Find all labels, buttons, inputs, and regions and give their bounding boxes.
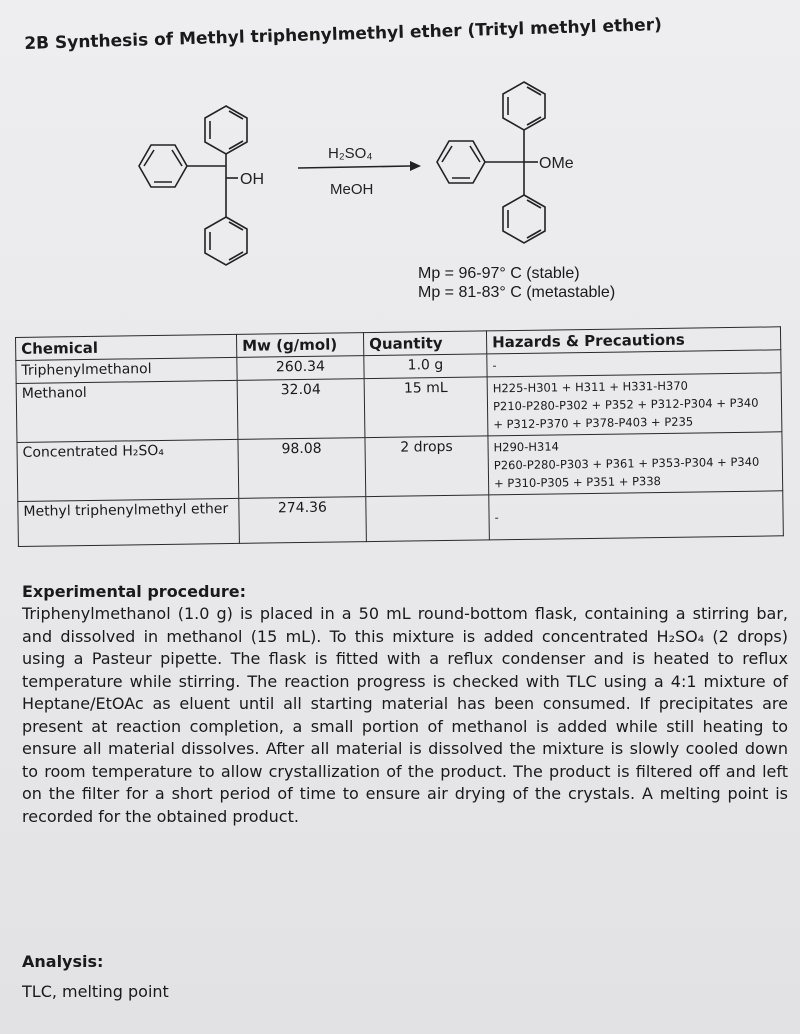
table-row [16, 373, 782, 443]
cell-chemical: Concentrated H₂SO₄ [17, 439, 239, 501]
reaction-scheme [0, 70, 800, 270]
cell-chemical: Methanol [16, 380, 238, 442]
cell-quantity: 15 mL [364, 377, 488, 438]
cell-chemical: Triphenylmethanol [16, 357, 237, 383]
header-hazards: Hazards & Precautions [486, 327, 780, 354]
cell-chemical: Methyl triphenylmethyl ether [18, 498, 240, 546]
product-group: OMe [539, 155, 574, 172]
analysis-heading: Analysis: [22, 952, 104, 971]
cell-hazards [487, 373, 782, 436]
reagent-top: H₂SO₄ [328, 145, 373, 162]
cell-hazards [489, 491, 784, 540]
analysis-text: TLC, melting point [22, 982, 169, 1001]
hazard-line: P260-P280-P303 + P361 + P353-P304 + P340 [493, 454, 760, 473]
cell-quantity: 2 drops [365, 436, 489, 497]
table-row [18, 491, 784, 547]
page-title: 2B Synthesis of Methyl triphenylmethyl ether (Trityl methyl ether) [24, 15, 663, 54]
table-row [17, 432, 783, 502]
experimental-text: Triphenylmethanol (1.0 g) is placed in a 50 mL round-bottom flask, containing a stirring bar, and dissolved in methanol (15 mL). To this mixture is added concentrated H₂SO₄ (2 drops) using a Pasteur pipette. The flask is fitted with a reflux condenser and is heated to reflux temperature while stirring. The reaction progress is checked with TLC using a 4:1 mixture of Heptane/EtOAc as eluent until all starting material has been consumed. If precipitates are present at reaction completion, a small portion of methanol is added while still heating to ensure all material dissolves. After all material is dissolved the mixture is slowly cooled down to room temperature to allow crystallization of the product. The product is filtered off and left on the filter for a short period of time to ensure air drying of the crystals. A melting point is recorded for the obtained product. [22, 604, 788, 826]
hazard-line: H225-H301 + H311 + H331-H370 [492, 378, 689, 396]
cell-hazards [488, 432, 783, 495]
cell-mw: 98.08 [238, 438, 366, 499]
header-chemical: Chemical [16, 334, 237, 360]
hazard-line: + P312-P370 + P378-P403 + P235 [493, 414, 694, 432]
melting-point-stable: Mp = 96-97° C (stable) [418, 265, 580, 282]
header-quantity: Quantity [363, 331, 486, 356]
hazard-line: P210-P280-P302 + P352 + P312-P304 + P340 [492, 395, 759, 414]
hazard-line: + P310-P305 + P351 + P338 [493, 473, 662, 491]
cell-mw: 32.04 [237, 379, 365, 440]
product-structure [437, 82, 545, 243]
reactant-group: OH [240, 171, 264, 188]
hazard-line: - [492, 358, 497, 373]
experimental-heading: Experimental procedure: [22, 582, 246, 601]
melting-point-metastable: Mp = 81-83° C (metastable) [418, 284, 616, 301]
cell-mw: 260.34 [237, 356, 364, 381]
cell-quantity [366, 495, 490, 542]
reaction-arrow [298, 161, 421, 171]
hazard-line: H290-H314 [493, 439, 560, 455]
chemicals-table [15, 326, 784, 547]
reagent-bottom: MeOH [330, 181, 374, 198]
cell-mw: 274.36 [239, 497, 367, 544]
reactant-structure [139, 106, 247, 265]
header-mw: Mw (g/mol) [236, 333, 363, 358]
hazard-line: - [494, 510, 499, 525]
cell-quantity: 1.0 g [364, 354, 487, 379]
